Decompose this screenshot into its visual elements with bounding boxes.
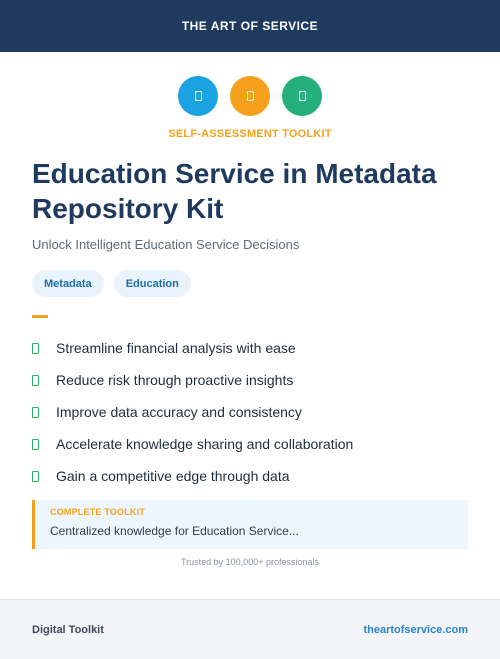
callout-text: Centralized knowledge for Education Service... <box>50 524 299 538</box>
top-banner <box>0 0 500 52</box>
website-link[interactable]: theartofservice.com <box>363 623 468 636</box>
check-icon <box>32 439 39 450</box>
list-item <box>32 332 353 364</box>
check-icon <box>32 407 39 418</box>
feature-text: Gain a competitive edge through data <box>56 468 290 484</box>
check-icon <box>32 471 39 482</box>
feature-text: Accelerate knowledge sharing and collaboration <box>56 436 354 452</box>
footer-label: Digital Toolkit <box>32 623 104 636</box>
toolkit-callout <box>32 500 468 549</box>
list-item <box>32 396 353 428</box>
check-icon <box>32 375 39 386</box>
feature-text: Streamline financial analysis with ease <box>56 340 296 356</box>
feature-text: Improve data accuracy and consistency <box>56 404 302 420</box>
feature-list <box>32 332 353 492</box>
tag-education: Education <box>114 270 191 297</box>
document-icon <box>282 76 322 116</box>
document-icon <box>230 76 270 116</box>
trusted-note: Trusted by 100,000+ professionals <box>180 557 319 567</box>
tag-metadata: Metadata <box>32 270 104 297</box>
list-item <box>32 364 353 396</box>
callout-label: COMPLETE TOOLKIT <box>50 507 146 517</box>
list-item <box>32 460 353 492</box>
check-icon <box>32 343 39 354</box>
document-icon <box>178 76 218 116</box>
accent-divider <box>32 315 48 318</box>
brand-name: THE ART OF SERVICE <box>181 19 319 33</box>
tag-list <box>32 270 191 297</box>
feature-text: Reduce risk through proactive insights <box>56 372 294 388</box>
eyebrow-label: SELF-ASSESSMENT TOOLKIT <box>168 128 332 140</box>
footer <box>0 599 500 659</box>
page-title: Education Service in Metadata Repository Kit <box>32 158 437 224</box>
subtitle: Unlock Intelligent Education Service Decisions <box>32 237 300 252</box>
list-item <box>32 428 353 460</box>
icon-row <box>0 76 500 116</box>
